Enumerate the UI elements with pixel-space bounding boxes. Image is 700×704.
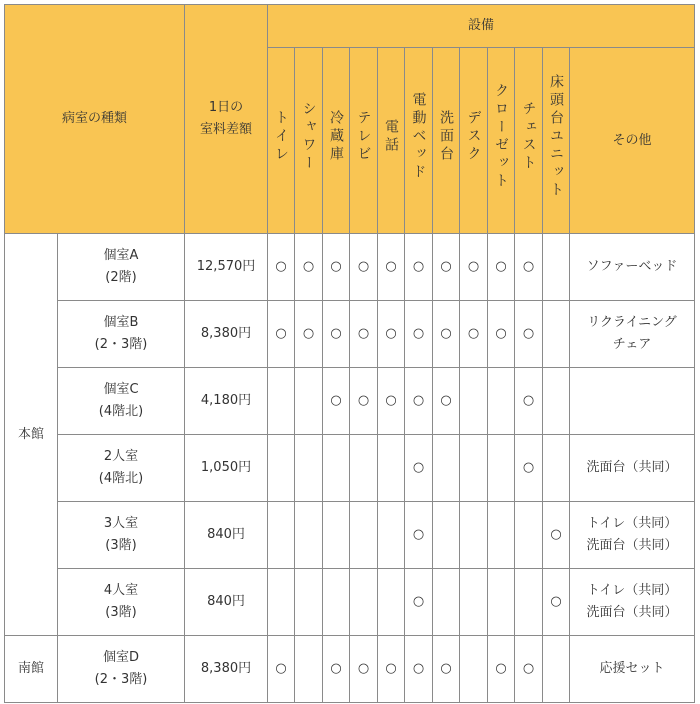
mark-cell: ○ (295, 234, 323, 301)
mark-cell (433, 569, 460, 636)
other-line: 洗面台（共同） (586, 605, 678, 620)
room-fee: 1,050円 (185, 435, 268, 502)
col-header-label: シャワー (300, 100, 317, 173)
mark-cell: ○ (543, 502, 570, 569)
col-header-tv (350, 48, 378, 234)
other-line: トイレ（共同） (586, 516, 678, 531)
mark-cell: ○ (295, 301, 323, 368)
room-name: 3人室 (103, 516, 139, 531)
room-floor: (3階) (105, 605, 137, 620)
mark-cell (295, 636, 323, 703)
mark-cell (323, 569, 350, 636)
mark-cell (350, 435, 378, 502)
room-name: 個室C (103, 382, 139, 397)
mark-cell (268, 435, 295, 502)
mark-cell: ○ (350, 301, 378, 368)
mark-cell (460, 368, 488, 435)
mark-cell: ○ (405, 234, 433, 301)
mark-cell: ○ (515, 301, 543, 368)
other-cell (570, 502, 695, 569)
mark-cell (268, 368, 295, 435)
mark-cell (378, 435, 405, 502)
col-header-chest (515, 48, 543, 234)
mark-cell (323, 502, 350, 569)
mark-cell (515, 569, 543, 636)
mark-cell: ○ (350, 234, 378, 301)
mark-cell: ○ (405, 435, 433, 502)
room-floor: (4階北) (98, 404, 144, 419)
table-row (5, 569, 695, 636)
mark-cell: ○ (515, 234, 543, 301)
header-daily-fee-line1: 1日の (208, 100, 244, 115)
room-floor: (3階) (105, 538, 137, 553)
col-header-label: 洗面台 (438, 109, 455, 164)
mark-cell: ○ (323, 368, 350, 435)
mark-cell (323, 435, 350, 502)
other-line: 洗面台（共同） (586, 460, 678, 475)
mark-cell: ○ (323, 234, 350, 301)
mark-cell (268, 502, 295, 569)
mark-cell: ○ (268, 234, 295, 301)
other-line: チェア (612, 337, 652, 352)
mark-cell (515, 502, 543, 569)
table-body (5, 5, 695, 703)
mark-cell: ○ (378, 636, 405, 703)
room-name: 個室A (103, 248, 139, 263)
room-name: 個室B (103, 315, 139, 330)
mark-cell: ○ (350, 368, 378, 435)
mark-cell (543, 301, 570, 368)
mark-cell: ○ (378, 234, 405, 301)
col-header-label: 電話 (383, 118, 400, 155)
mark-cell: ○ (515, 435, 543, 502)
room-name-cell (58, 435, 185, 502)
room-fee-table (4, 4, 695, 703)
col-header-label: トイレ (273, 109, 290, 164)
mark-cell: ○ (405, 569, 433, 636)
other-line: トイレ（共同） (586, 583, 678, 598)
mark-cell: ○ (460, 301, 488, 368)
header-daily-fee (185, 5, 268, 234)
other-line: リクライニング (587, 315, 677, 330)
header-room-type: 病室の種類 (5, 5, 185, 234)
room-name-cell (58, 569, 185, 636)
mark-cell (543, 368, 570, 435)
mark-cell: ○ (405, 636, 433, 703)
room-fee: 8,380円 (185, 636, 268, 703)
mark-cell: ○ (405, 502, 433, 569)
col-header-toilet (268, 48, 295, 234)
room-fee: 8,380円 (185, 301, 268, 368)
col-header-label: テレビ (355, 109, 372, 164)
col-header-bedside-unit (543, 48, 570, 234)
other-cell (570, 435, 695, 502)
col-header-desk (460, 48, 488, 234)
table-row (5, 368, 695, 435)
mark-cell (433, 435, 460, 502)
header-row-top (5, 5, 695, 48)
mark-cell: ○ (268, 636, 295, 703)
mark-cell (350, 502, 378, 569)
room-fee: 840円 (185, 569, 268, 636)
mark-cell: ○ (543, 569, 570, 636)
col-header-closet (488, 48, 515, 234)
mark-cell: ○ (405, 368, 433, 435)
col-header-electric-bed (405, 48, 433, 234)
mark-cell (460, 435, 488, 502)
mark-cell (378, 502, 405, 569)
room-floor: (2・3階) (94, 672, 148, 687)
mark-cell (460, 636, 488, 703)
col-header-shower (295, 48, 323, 234)
table-row (5, 502, 695, 569)
room-floor: (2階) (105, 270, 137, 285)
col-header-phone (378, 48, 405, 234)
mark-cell (350, 569, 378, 636)
mark-cell: ○ (515, 636, 543, 703)
other-line: ソファーベッド (586, 259, 678, 274)
col-header-other: その他 (570, 48, 695, 234)
col-header-label: チェスト (520, 100, 537, 173)
col-header-label: 冷蔵庫 (328, 109, 345, 164)
mark-cell (488, 569, 515, 636)
mark-cell (295, 569, 323, 636)
mark-cell (268, 569, 295, 636)
table-row (5, 435, 695, 502)
mark-cell: ○ (433, 234, 460, 301)
room-name-cell (58, 234, 185, 301)
other-cell (570, 368, 695, 435)
mark-cell (433, 502, 460, 569)
other-line: 応援セット (599, 661, 665, 676)
room-fee: 12,570円 (185, 234, 268, 301)
table-row (5, 636, 695, 703)
mark-cell: ○ (488, 636, 515, 703)
col-header-label: クローゼット (493, 82, 510, 191)
col-header-fridge (323, 48, 350, 234)
mark-cell: ○ (350, 636, 378, 703)
other-cell (570, 234, 695, 301)
room-fee: 840円 (185, 502, 268, 569)
mark-cell: ○ (488, 234, 515, 301)
table-row (5, 234, 695, 301)
room-name: 個室D (103, 650, 140, 665)
mark-cell (460, 502, 488, 569)
building-main: 本館 (5, 234, 58, 636)
room-floor: (4階北) (98, 471, 144, 486)
header-daily-fee-line2: 室料差額 (200, 122, 253, 137)
mark-cell: ○ (323, 636, 350, 703)
col-header-label: 床頭台ユニット (548, 73, 565, 200)
room-name-cell (58, 368, 185, 435)
mark-cell (460, 569, 488, 636)
room-name: 4人室 (103, 583, 139, 598)
mark-cell: ○ (405, 301, 433, 368)
mark-cell (543, 636, 570, 703)
mark-cell (378, 569, 405, 636)
mark-cell: ○ (323, 301, 350, 368)
room-name: 2人室 (103, 449, 139, 464)
mark-cell: ○ (488, 301, 515, 368)
mark-cell (295, 502, 323, 569)
room-fee: 4,180円 (185, 368, 268, 435)
room-name-cell (58, 502, 185, 569)
other-cell (570, 636, 695, 703)
mark-cell: ○ (460, 234, 488, 301)
mark-cell (488, 435, 515, 502)
building-south: 南館 (5, 636, 58, 703)
mark-cell: ○ (433, 301, 460, 368)
mark-cell (295, 435, 323, 502)
col-header-label: デスク (465, 109, 482, 164)
room-floor: (2・3階) (94, 337, 148, 352)
mark-cell: ○ (378, 368, 405, 435)
mark-cell: ○ (433, 368, 460, 435)
header-facilities: 設備 (268, 5, 695, 48)
mark-cell: ○ (268, 301, 295, 368)
mark-cell (488, 368, 515, 435)
table-row (5, 301, 695, 368)
mark-cell (543, 234, 570, 301)
col-header-label: 電動ベッド (410, 91, 427, 182)
mark-cell (295, 368, 323, 435)
mark-cell (488, 502, 515, 569)
other-cell (570, 569, 695, 636)
other-line: 洗面台（共同） (586, 538, 678, 553)
mark-cell (543, 435, 570, 502)
other-cell (570, 301, 695, 368)
mark-cell: ○ (433, 636, 460, 703)
mark-cell: ○ (378, 301, 405, 368)
mark-cell: ○ (515, 368, 543, 435)
room-name-cell (58, 301, 185, 368)
col-header-washbasin (433, 48, 460, 234)
room-name-cell (58, 636, 185, 703)
